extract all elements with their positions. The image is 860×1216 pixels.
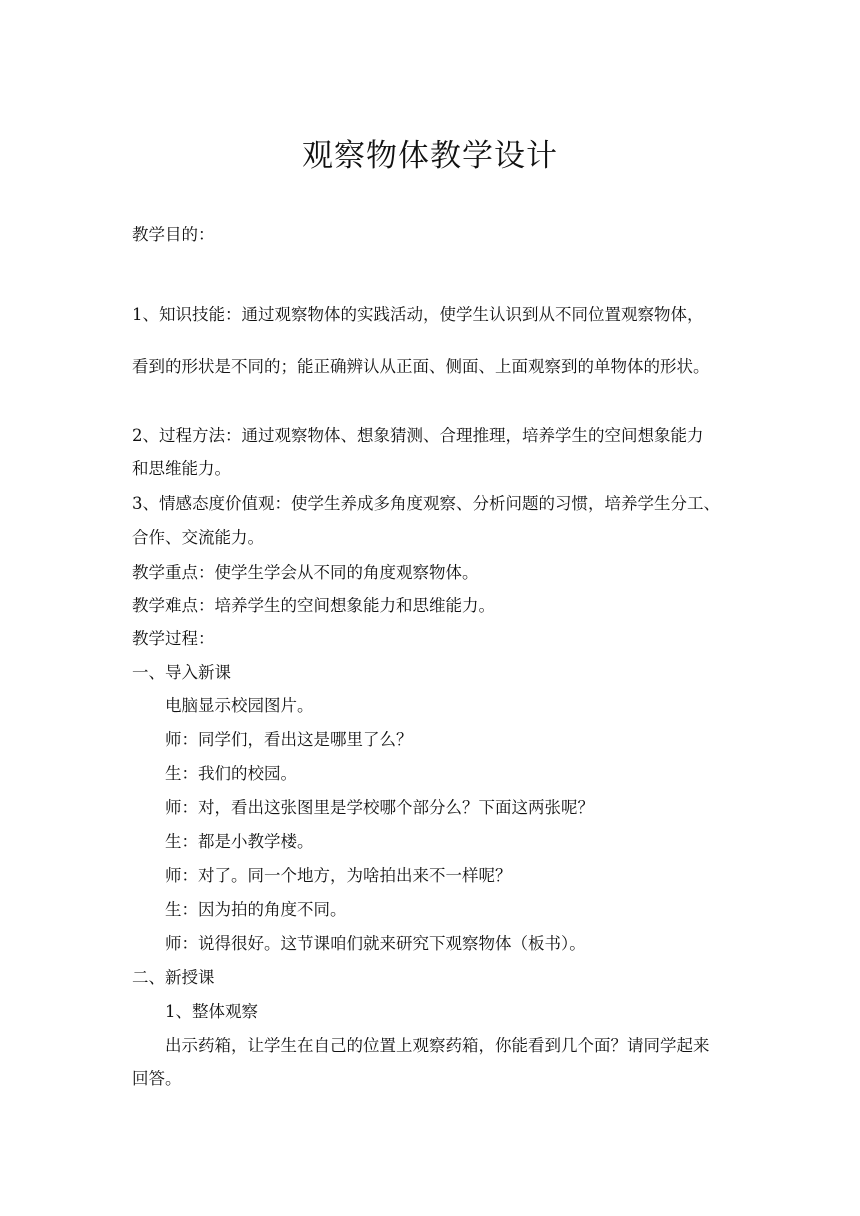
subsection-heading: 1、整体观察 bbox=[165, 1002, 258, 1021]
document-title: 观察物体教学设计 bbox=[302, 138, 558, 174]
text-line: 合作、交流能力。 bbox=[132, 528, 264, 547]
text-line: 2、过程方法：通过观察物体、想象猜测、合理推理，培养学生的空间想象能力 bbox=[132, 426, 704, 445]
text-line: 1、知识技能：通过观察物体的实践活动，使学生认识到从不同位置观察物体， bbox=[132, 305, 704, 324]
section-heading: 二、新授课 bbox=[132, 968, 215, 987]
dialogue-line: 生：我们的校园。 bbox=[165, 764, 297, 783]
text-line: 教学重点：使学生学会从不同的角度观察物体。 bbox=[132, 563, 479, 582]
dialogue-line: 师：对，看出这张图里是学校哪个部分么？下面这两张呢？ bbox=[165, 798, 594, 817]
text-line: 电脑显示校园图片。 bbox=[165, 696, 314, 715]
text-line: 回答。 bbox=[132, 1069, 182, 1088]
text-line: 和思维能力。 bbox=[132, 459, 231, 478]
text-line: 出示药箱，让学生在自己的位置上观察药箱，你能看到几个面？请同学起来 bbox=[165, 1036, 710, 1055]
text-line: 教学目的： bbox=[132, 225, 215, 244]
text-line: 看到的形状是不同的；能正确辨认从正面、侧面、上面观察到的单物体的形状。 bbox=[132, 357, 710, 376]
dialogue-line: 生：都是小教学楼。 bbox=[165, 832, 314, 851]
dialogue-line: 师：同学们，看出这是哪里了么？ bbox=[165, 730, 413, 749]
dialogue-line: 师：说得很好。这节课咱们就来研究下观察物体（板书）。 bbox=[165, 934, 586, 953]
dialogue-line: 生：因为拍的角度不同。 bbox=[165, 900, 347, 919]
text-line: 教学难点：培养学生的空间想象能力和思维能力。 bbox=[132, 596, 495, 615]
dialogue-line: 师：对了。同一个地方，为啥拍出来不一样呢？ bbox=[165, 866, 512, 885]
text-line: 3、情感态度价值观：使学生养成多角度观察、分析问题的习惯，培养学生分工、 bbox=[132, 494, 720, 513]
text-line: 教学过程： bbox=[132, 629, 215, 648]
section-heading: 一、导入新课 bbox=[132, 663, 231, 682]
